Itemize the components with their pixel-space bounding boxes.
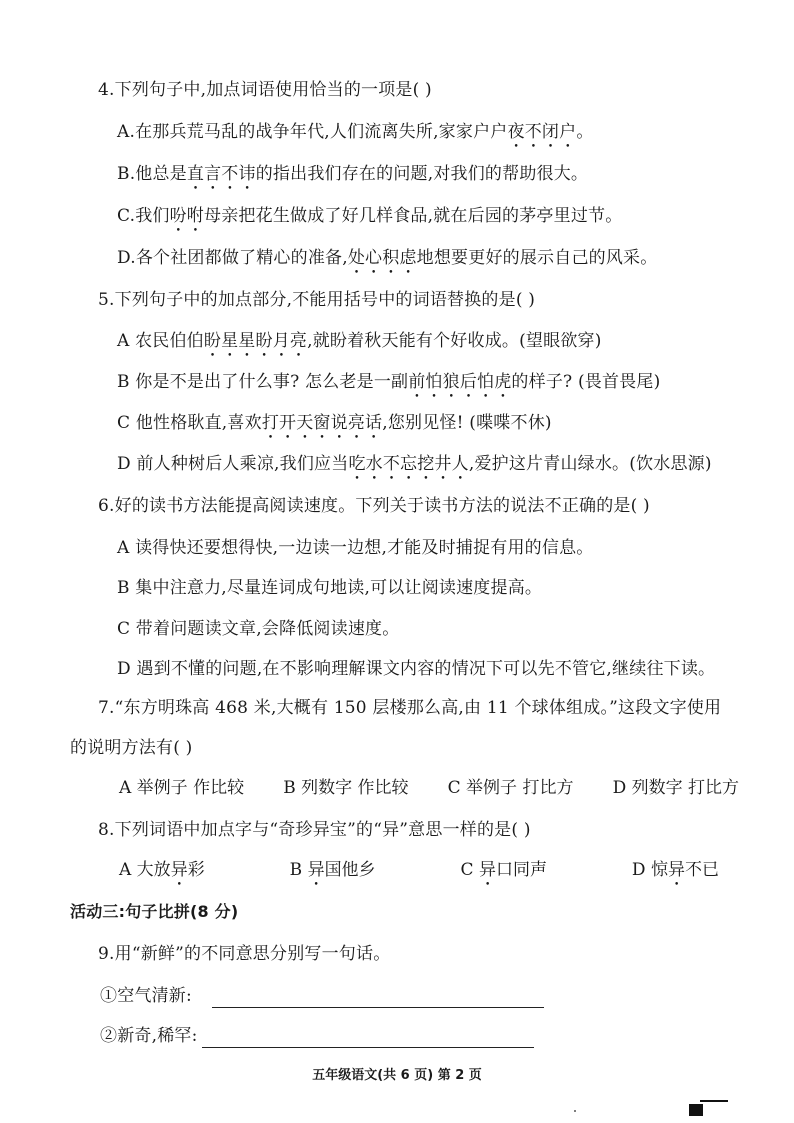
section-heading: 活动三:句子比拼(8 分) [70, 902, 239, 921]
text: D.各个社团都做了精心的准备, [117, 248, 348, 268]
text: B [289, 860, 308, 880]
dotted-phrase: 吃水不忘挖井人 [348, 454, 469, 474]
text: C.我们 [117, 206, 170, 226]
q9-prompt-2: ②新奇,稀罕: [100, 1026, 198, 1046]
q8-option-b [290, 858, 376, 890]
q9-prompt-1: ①空气清新: [100, 986, 192, 1006]
dotted-word: 夜不闭户 [507, 122, 577, 142]
q8-option-d [632, 858, 719, 890]
dotted-phrase: 前怕狼后怕虎 [408, 372, 512, 392]
dotted-word: 直言不讳 [186, 164, 256, 184]
q9-stem: 9.用“新鲜”的不同意思分别写一句话。 [98, 944, 391, 964]
q7-option-d: D 列数字 打比方 [612, 778, 739, 798]
q6-option-d: D 遇到不懂的问题,在不影响理解课文内容的情况下可以先不管它,继续往下读。 [117, 659, 716, 679]
q6-option-c: C 带着问题读文章,会降低阅读速度。 [117, 619, 400, 639]
text: 母亲把花生做成了好几样食品,就在后园的茅亭里过节。 [204, 206, 623, 226]
q4-option-b [117, 162, 588, 194]
q5-option-c [117, 411, 552, 443]
q9-answer-row-2 [100, 1024, 534, 1048]
q7-option-a: A 举例子 作比较 [119, 778, 245, 798]
dotted-phrase: 盼星星盼月亮 [203, 331, 308, 351]
page-footer: 五年级语文(共 6 页) 第 2 页 [312, 1068, 482, 1083]
q4-option-d [117, 246, 657, 278]
q6-option-b: B 集中注意力,尽量连词成句地读,可以让阅读速度提高。 [117, 578, 543, 598]
text: 的指出我们存在的问题,对我们的帮助很大。 [255, 164, 589, 184]
text: B.他总是 [117, 164, 187, 184]
text: C [460, 860, 479, 880]
scan-speck [574, 1110, 576, 1112]
text: A.在那兵荒马乱的战争年代,人们流离失所,家家户户 [117, 122, 508, 142]
q8-stem: 8.下列词语中加点字与“奇珍异宝”的“异”意思一样的是( ) [98, 820, 531, 840]
q4-stem: 4.下列句子中,加点词语使用恰当的一项是( ) [98, 80, 432, 100]
dotted-char: 异 [478, 860, 496, 880]
text: ,您别见怪! (喋喋不休) [382, 413, 552, 433]
q7-option-c: C 举例子 打比方 [447, 778, 574, 798]
text: A 农民伯伯 [117, 331, 204, 351]
dotted-char: 异 [667, 860, 685, 880]
text: ,就盼着秋天能有个好收成。(望眼欲穿) [307, 331, 602, 351]
answer-blank-1[interactable] [212, 989, 544, 1008]
corner-registration-line [700, 1100, 728, 1102]
text: 国他乡 [324, 860, 376, 880]
q7-stem-cont: 的说明方法有( ) [70, 738, 193, 758]
q9-answer-row-1 [100, 984, 544, 1008]
answer-blank-2[interactable] [202, 1029, 534, 1048]
q5-option-b [117, 370, 660, 402]
text: 的样子? (畏首畏尾) [511, 372, 661, 392]
q6-stem: 6.好的读书方法能提高阅读速度。下列关于读书方法的说法不正确的是( ) [98, 496, 650, 516]
text: A 大放 [119, 860, 171, 880]
dotted-phrase: 打开天窗说亮话 [261, 413, 383, 433]
q8-options [119, 858, 719, 890]
text: 。 [576, 122, 594, 142]
text: D 前人种树后人乘凉,我们应当 [117, 454, 349, 474]
corner-registration-mark [689, 1104, 703, 1116]
q4-option-a [117, 120, 594, 152]
q7-stem: 7.“东方明珠高 468 米,大概有 150 层楼那么高,由 11 个球体组成。”这段文字使用 [98, 698, 722, 718]
dotted-char: 异 [170, 860, 188, 880]
text: 口同声 [495, 860, 547, 880]
dotted-word: 吩咐 [169, 206, 205, 226]
text: 地想要更好的展示自己的风采。 [416, 248, 658, 268]
q8-option-c [461, 858, 547, 890]
q5-stem: 5.下列句子中的加点部分,不能用括号中的词语替换的是( ) [98, 290, 536, 310]
q8-option-a [119, 858, 205, 890]
q5-option-d [117, 452, 712, 484]
text: D 惊 [631, 860, 668, 880]
text: B 你是不是出了什么事? 怎么老是一副 [117, 372, 409, 392]
text: ,爱护这片青山绿水。(饮水思源) [468, 454, 712, 474]
q7-option-b: B 列数字 作比较 [283, 778, 409, 798]
text: C 他性格耿直,喜欢 [117, 413, 262, 433]
q6-option-a: A 读得快还要想得快,一边读一边想,才能及时捕捉有用的信息。 [117, 538, 594, 558]
text: 不已 [684, 860, 719, 880]
q5-option-a [117, 329, 602, 361]
q7-options [119, 776, 739, 800]
text: 彩 [187, 860, 205, 880]
dotted-word: 处心积虑 [347, 248, 417, 268]
q4-option-c [117, 204, 622, 236]
dotted-char: 异 [307, 860, 325, 880]
